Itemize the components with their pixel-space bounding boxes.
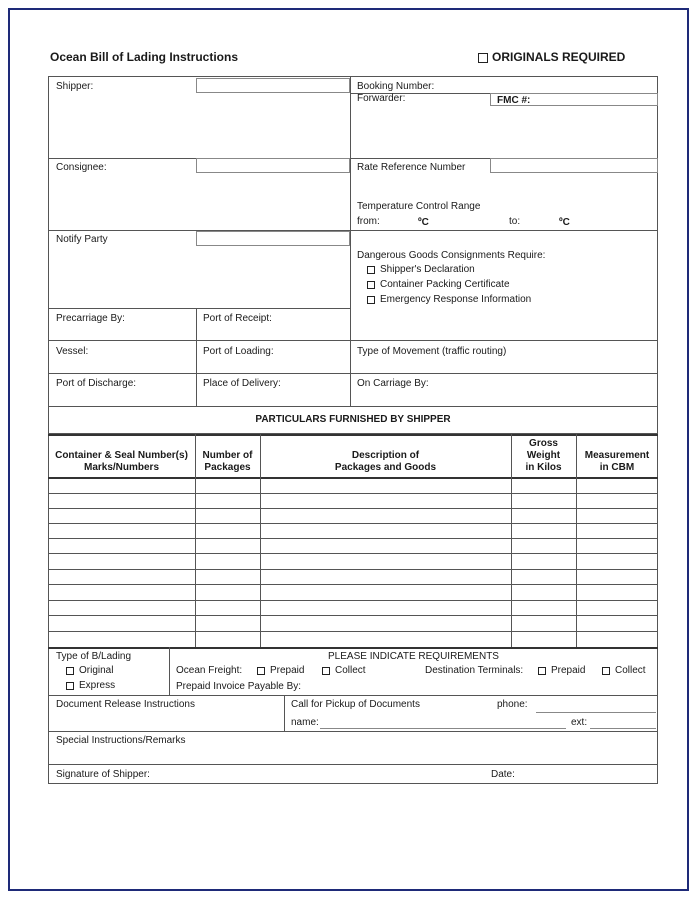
notify-party-input[interactable] — [196, 231, 350, 246]
rate-reference-label: Rate Reference Number — [357, 162, 466, 173]
express-label: Express — [79, 680, 116, 691]
particulars-title: PARTICULARS FURNISHED BY SHIPPER — [255, 414, 451, 425]
on-carriage-label: On Carriage By: — [357, 378, 429, 389]
shippers-declaration-label: Shipper's Declaration — [380, 264, 475, 275]
vessel-label: Vessel: — [56, 346, 89, 357]
destination-collect-label: Collect — [615, 665, 646, 676]
notify-party-label: Notify Party — [56, 234, 108, 245]
original-label: Original — [79, 665, 114, 676]
container-packing-label: Container Packing Certificate — [380, 279, 510, 290]
table-row[interactable] — [48, 523, 658, 524]
consignee-input[interactable] — [196, 158, 350, 173]
temp-from-label: from: — [357, 216, 380, 227]
ocean-freight-collect-label: Collect — [335, 665, 366, 676]
temperature-range-label: Temperature Control Range — [357, 201, 481, 212]
forwarder-label: Forwarder: — [357, 93, 406, 104]
originals-required-checkbox[interactable] — [478, 53, 488, 63]
precarriage-label: Precarriage By: — [56, 313, 125, 324]
table-row[interactable] — [48, 600, 658, 601]
call-for-pickup-label: Call for Pickup of Documents — [291, 699, 420, 710]
temp-from-unit: ºC — [418, 217, 429, 228]
type-of-movement-label: Type of Movement (traffic routing) — [357, 346, 507, 357]
table-row[interactable] — [48, 569, 658, 570]
ocean-freight-collect-checkbox[interactable] — [322, 667, 330, 675]
port-of-loading-label: Port of Loading: — [203, 346, 274, 357]
destination-prepaid-checkbox[interactable] — [538, 667, 546, 675]
fmc-label: FMC #: — [497, 95, 531, 106]
phone-input[interactable] — [536, 712, 656, 713]
booking-number-label: Booking Number: — [357, 81, 435, 92]
consignee-label: Consignee: — [56, 162, 107, 173]
temp-to-unit: ºC — [559, 217, 570, 228]
ocean-freight-label: Ocean Freight: — [176, 665, 243, 676]
type-of-bl-label: Type of B/Lading — [56, 651, 132, 662]
prepaid-invoice-label: Prepaid Invoice Payable By: — [176, 681, 302, 692]
port-of-receipt-label: Port of Receipt: — [203, 313, 272, 324]
ext-label: ext: — [571, 717, 588, 728]
table-row[interactable] — [48, 493, 658, 494]
emergency-response-checkbox[interactable] — [367, 296, 375, 304]
table-row[interactable] — [48, 615, 658, 616]
container-packing-checkbox[interactable] — [367, 281, 375, 289]
col-number-packages: Number of Packages — [202, 450, 253, 473]
col-container-seal: Container & Seal Number(s) Marks/Numbers — [55, 450, 188, 473]
express-checkbox[interactable] — [66, 682, 74, 690]
date-label: Date: — [491, 769, 515, 780]
name-label: name: — [291, 717, 319, 728]
emergency-response-label: Emergency Response Information — [380, 294, 532, 305]
table-row[interactable] — [48, 538, 658, 539]
col-description: Description of Packages and Goods — [334, 450, 437, 473]
place-of-delivery-label: Place of Delivery: — [203, 378, 281, 389]
table-row[interactable] — [48, 631, 658, 632]
document-release-label: Document Release Instructions — [56, 699, 195, 710]
signature-label: Signature of Shipper: — [56, 769, 150, 780]
rate-reference-input[interactable] — [490, 158, 658, 173]
ocean-freight-prepaid-checkbox[interactable] — [257, 667, 265, 675]
shipper-input[interactable] — [196, 78, 350, 93]
phone-label: phone: — [497, 699, 528, 710]
table-row[interactable] — [48, 553, 658, 554]
form-title: Ocean Bill of Lading Instructions — [50, 50, 239, 64]
original-checkbox[interactable] — [66, 667, 74, 675]
form-outline — [48, 76, 658, 784]
destination-terminals-label: Destination Terminals: — [425, 665, 524, 676]
temp-to-label: to: — [509, 216, 521, 227]
ext-input[interactable] — [590, 728, 656, 729]
name-input[interactable] — [320, 728, 566, 729]
table-row[interactable] — [48, 508, 658, 509]
dangerous-goods-label: Dangerous Goods Consignments Require: — [357, 250, 546, 261]
ocean-freight-prepaid-label: Prepaid — [270, 665, 305, 676]
shippers-declaration-checkbox[interactable] — [367, 266, 375, 274]
col-measurement: Measurement in CBM — [584, 450, 650, 473]
destination-collect-checkbox[interactable] — [602, 667, 610, 675]
special-instructions-label: Special Instructions/Remarks — [56, 735, 186, 746]
destination-prepaid-label: Prepaid — [551, 665, 586, 676]
please-indicate-label: PLEASE INDICATE REQUIREMENTS — [328, 651, 499, 662]
table-row[interactable] — [48, 584, 658, 585]
originals-required-label: ORIGINALS REQUIRED — [492, 50, 626, 64]
col-gross-weight: Gross Weight in Kilos — [525, 438, 562, 473]
port-of-discharge-label: Port of Discharge: — [56, 378, 137, 389]
shipper-label: Shipper: — [56, 81, 94, 92]
